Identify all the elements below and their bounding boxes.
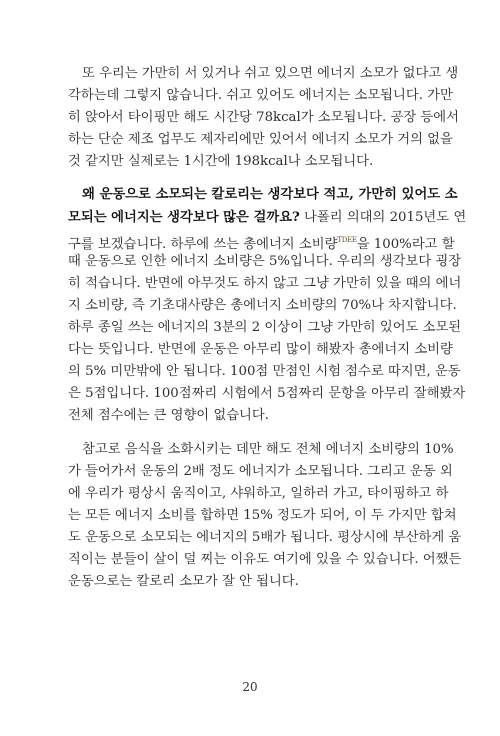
text-line: 의 5% 미만밖에 안 됩니다. 100점 만점인 시험 점수로 따지면, 운동: [68, 364, 461, 380]
body-text: [68, 63, 467, 593]
text-line: [68, 229, 455, 252]
text-line: 직이는 분들이 살이 덜 찌는 이유도 여기에 있을 수 있습니다. 어쨌든: [68, 551, 462, 567]
tdee-superscript: TDEE: [337, 235, 357, 244]
text-line: 에 우리가 평상시 움직이고, 샤워하고, 일하러 가고, 타이핑하고 하: [68, 485, 449, 501]
paragraph-2: [68, 184, 467, 427]
text-fragment: 구를 보겠습니다. 하루에 쓰는 총에너지 소비량: [68, 236, 338, 252]
text-line: 것 같지만 실제로는 1시간에 198kcal나 소모됩니다.: [68, 154, 374, 170]
text-line: 히 앉아서 타이핑만 해도 시간당 78kcal가 소모됩니다. 공장 등에서: [68, 110, 459, 126]
text-line: 은 5점입니다. 100점짜리 시험에서 5점짜리 문항을 아무리 잘해봤자: [68, 386, 466, 402]
text-line: 때 운동으로 인한 에너지 소비량은 5%입니다. 우리의 생각보다 굉장: [68, 253, 462, 269]
text-fragment: 을 100%라고 할: [356, 236, 455, 252]
text-line: 또 우리는 가만히 서 있거나 쉬고 있으면 에너지 소모가 없다고 생: [82, 66, 459, 81]
text-line: 다는 뜻입니다. 반면에 운동은 아무리 많이 해봤자 총에너지 소비량: [68, 342, 453, 358]
text-line: 히 적습니다. 반면에 아무것도 하지 않고 그냥 가만히 있을 때의 에너: [68, 275, 462, 291]
paragraph-1: [68, 63, 459, 173]
text-fragment: 나폴리 의대의 2015년도 연: [299, 209, 467, 225]
text-line: 전체 점수에는 큰 영향이 없습니다.: [68, 408, 269, 424]
bold-question-text: 모되는 에너지는 생각보다 많은 걸까요?: [68, 209, 300, 225]
text-line: [68, 207, 467, 229]
text-line: 지 소비량, 즉 기초대사량은 총에너지 소비량의 70%나 차지합니다.: [68, 297, 457, 313]
text-line: 하루 종일 쓰는 에너지의 3분의 2 이상이 그냥 가만히 있어도 소모된: [68, 320, 462, 336]
text-line: 운동으로는 칼로리 소모가 잘 안 됩니다.: [68, 574, 299, 590]
text-line: 하는 단순 제조 업무도 제자리에만 있어서 에너지 소모가 거의 없을: [68, 132, 453, 148]
bold-question-line: 왜 운동으로 소모되는 칼로리는 생각보다 적고, 가만히 있어도 소: [82, 187, 458, 203]
paragraph-3: [68, 439, 462, 594]
text-line: 가 들어가서 운동의 2배 정도 에너지가 소모됩니다. 그리고 운동 외: [68, 463, 453, 479]
text-line: 도 운동으로 소모되는 에너지의 5배가 됩니다. 평상시에 부산하게 움: [68, 529, 462, 545]
text-line: 각하는데 그렇지 않습니다. 쉬고 있어도 에너지는 소모됩니다. 가만: [68, 88, 453, 104]
page-number: 20: [242, 680, 258, 694]
text-line: 참고로 음식을 소화시키는 데만 해도 전체 에너지 소비량의 10%: [82, 441, 454, 457]
text-line: 는 모든 에너지 소비를 합하면 15% 정도가 되어, 이 두 가지만 합쳐: [68, 507, 457, 523]
